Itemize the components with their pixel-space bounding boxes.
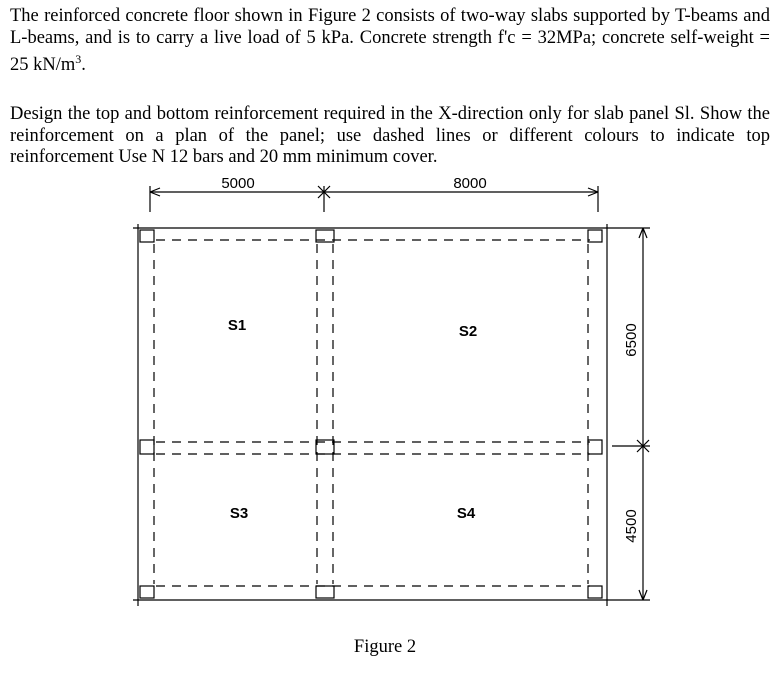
- paragraph-1-end: .: [81, 55, 86, 76]
- slab-outline: [133, 224, 612, 606]
- right-dimension-line: [612, 228, 650, 600]
- dim-label-6500: 6500: [623, 323, 640, 357]
- cubic-superscript: 3: [75, 52, 82, 66]
- column-markers: [140, 230, 602, 598]
- paragraph-1-text: The reinforced concrete floor shown in Figure 2 consists of two-way slabs supported by T-beams and L-beams, and is to carry a live load of 5 kPa. Concrete strength f'c = 32MPa; concrete self-weight = 25 kN/m: [10, 6, 770, 76]
- panel-label-s2: S2: [458, 323, 478, 340]
- dim-label-4500: 4500: [623, 509, 640, 543]
- panel-label-s3: S3: [229, 505, 249, 522]
- problem-paragraph-2: Design the top and bottom reinforcement required in the X-direction only for slab panel Sl. Show the reinforcement on a plan of the panel; use dashed lines or different colours to indicate top reinforcement Use N 12 bars and 20 mm minimum cover.: [10, 104, 770, 167]
- dim-label-5000: 5000: [221, 175, 255, 192]
- figure-caption: Figure 2: [353, 637, 417, 657]
- panel-label-s1: S1: [227, 317, 247, 334]
- dim-label-8000: 8000: [453, 175, 487, 192]
- panel-label-s4: S4: [456, 505, 476, 522]
- dashed-beam-lines: [154, 240, 590, 586]
- top-dimension-line: [150, 186, 598, 212]
